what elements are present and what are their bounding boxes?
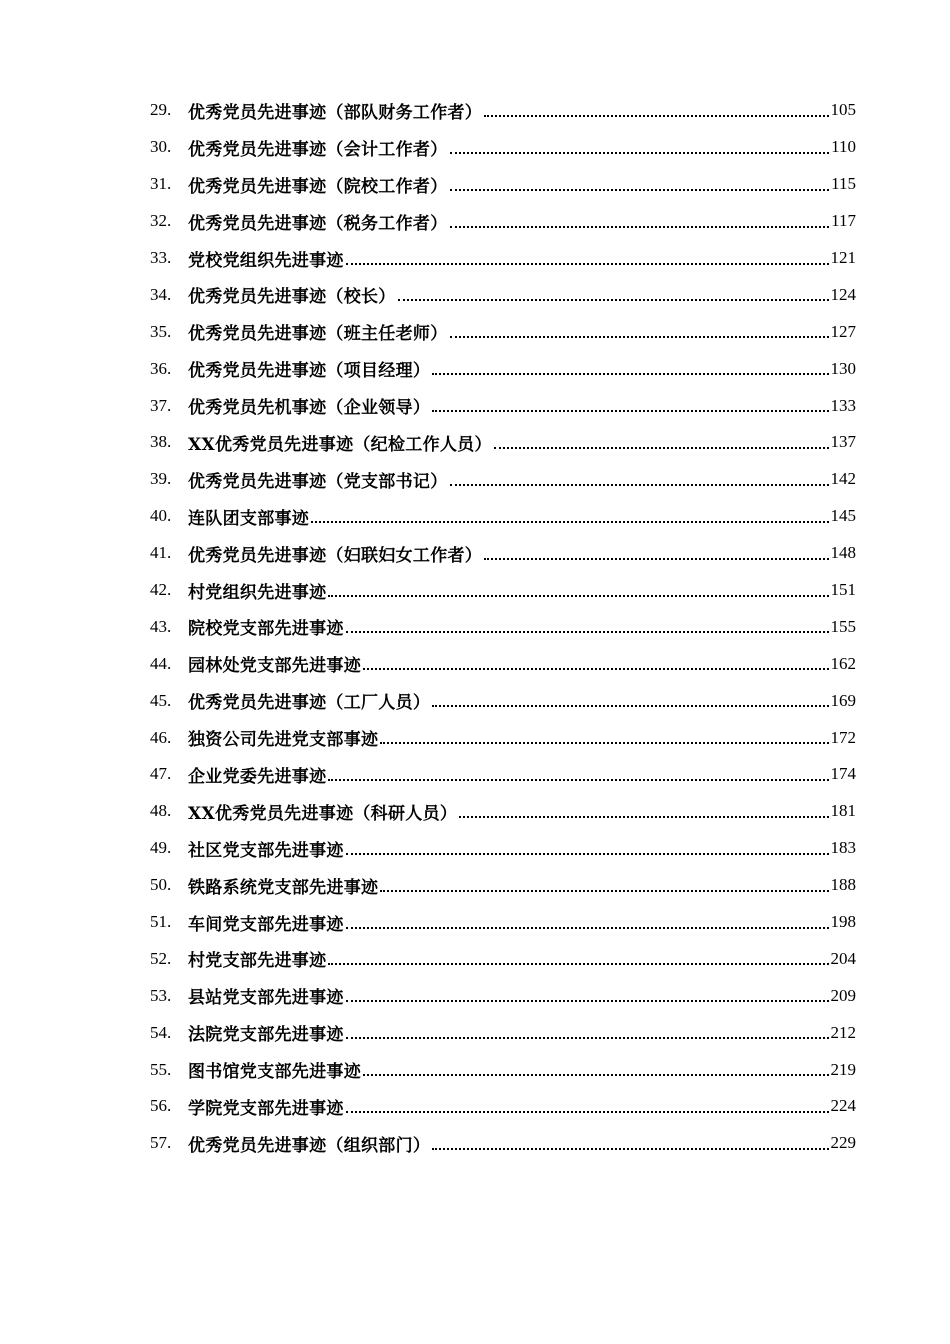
entry-title: 村党组织先进事迹: [188, 582, 327, 603]
toc-entry[interactable]: [150, 645, 856, 682]
entry-number: 49.: [150, 838, 172, 858]
entry-page-number: 121: [830, 248, 856, 267]
dot-leader: [494, 446, 829, 449]
entry-page-number: 172: [830, 727, 856, 747]
toc-entry[interactable]: [150, 904, 856, 941]
toc-entry[interactable]: [150, 977, 856, 1014]
entry-number: 31.: [150, 174, 172, 194]
toc-entry[interactable]: [150, 203, 856, 240]
dot-leader: [363, 1073, 829, 1076]
toc-entry[interactable]: [150, 498, 856, 535]
dot-leader: [450, 483, 829, 486]
toc-entry[interactable]: [150, 719, 856, 756]
entry-title: 优秀党员先进事迹（部队财务工作者）: [188, 102, 483, 123]
toc-entry[interactable]: [150, 424, 856, 461]
entry-number: 43.: [150, 616, 172, 636]
entry-number: 57.: [150, 1133, 172, 1153]
entry-number: 36.: [150, 358, 172, 378]
entry-page-number: 224: [830, 1096, 856, 1116]
toc-entry[interactable]: [150, 830, 856, 867]
entry-page-number: 133: [830, 395, 856, 415]
dot-leader: [484, 557, 828, 560]
entry-page-number: 188: [830, 875, 856, 895]
entry-page-number: 183: [830, 838, 856, 858]
entry-number: 54.: [150, 1022, 172, 1042]
dot-leader: [346, 1036, 829, 1039]
entry-number: 53.: [150, 985, 172, 1005]
dot-leader: [380, 741, 828, 744]
toc-entry[interactable]: [150, 1014, 856, 1051]
entry-title: 优秀党员先进事迹（校长）: [188, 287, 396, 308]
dot-leader: [346, 926, 829, 929]
dot-leader: [450, 335, 829, 338]
toc-entry[interactable]: [150, 940, 856, 977]
dot-leader: [311, 520, 828, 523]
entry-title: 图书馆党支部先进事迹: [188, 1062, 361, 1083]
dot-leader: [432, 1147, 828, 1150]
entry-page-number: 155: [830, 616, 856, 636]
entry-title: 独资公司先进党支部事迹: [188, 730, 379, 751]
toc-entry[interactable]: [150, 608, 856, 645]
entry-title: 优秀党员先机事迹（企业领导）: [188, 398, 431, 419]
entry-number: 42.: [150, 580, 172, 600]
dot-leader: [450, 188, 830, 191]
dot-leader: [363, 667, 829, 670]
entry-title: 优秀党员先进事迹（院校工作者）: [188, 176, 448, 197]
dot-leader: [346, 262, 829, 265]
entry-title: 园林处党支部先进事迹: [188, 656, 361, 677]
entry-page-number: 145: [830, 506, 856, 526]
entry-page-number: 137: [830, 432, 856, 452]
entry-number: 51.: [150, 912, 172, 932]
toc-entry[interactable]: [150, 572, 856, 609]
toc-entry[interactable]: [150, 129, 856, 166]
entry-title: 法院党支部先进事迹: [188, 1025, 344, 1046]
toc-entry[interactable]: [150, 276, 856, 313]
entry-title: 连队团支部事迹: [188, 508, 310, 529]
entry-number: 52.: [150, 948, 172, 968]
entry-page-number: 162: [830, 653, 856, 673]
entry-page-number: 115: [831, 174, 856, 194]
toc-entry[interactable]: [150, 756, 856, 793]
toc-entry[interactable]: [150, 350, 856, 387]
entry-title: 优秀党员先进事迹（税务工作者）: [188, 213, 448, 234]
dot-leader: [346, 999, 829, 1002]
entry-number: 30.: [150, 137, 172, 157]
dot-leader: [398, 298, 829, 301]
entry-number: 44.: [150, 653, 172, 673]
entry-page-number: 151: [830, 580, 856, 600]
entry-title: 优秀党员先进事迹（妇联妇女工作者）: [188, 545, 483, 566]
toc-entry[interactable]: [150, 240, 856, 277]
entry-title: 学院党支部先进事迹: [188, 1098, 344, 1119]
entry-number: 29.: [150, 100, 172, 120]
toc-entry[interactable]: [150, 535, 856, 572]
entry-number: 39.: [150, 469, 172, 489]
dot-leader: [484, 114, 828, 117]
entry-title: XX优秀党员先进事迹（纪检工作人员）: [188, 434, 492, 455]
entry-title: 党校党组织先进事迹: [188, 250, 344, 271]
entry-title: 优秀党员先进事迹（组织部门）: [188, 1135, 431, 1156]
dot-leader: [328, 594, 828, 597]
dot-leader: [432, 409, 828, 412]
entry-title: 院校党支部先进事迹: [188, 619, 344, 640]
dot-leader: [459, 815, 828, 818]
entry-page-number: 174: [830, 764, 856, 784]
entry-page-number: 204: [830, 948, 856, 968]
entry-page-number: 124: [830, 284, 856, 304]
entry-title: XX优秀党员先进事迹（科研人员）: [188, 803, 458, 824]
entry-title: 村党支部先进事迹: [188, 951, 327, 972]
entry-page-number: 148: [830, 543, 856, 563]
entry-page-number: 142: [830, 469, 856, 489]
entry-number: 33.: [150, 248, 172, 267]
entry-number: 40.: [150, 506, 172, 526]
entry-page-number: 117: [831, 211, 856, 231]
entry-number: 41.: [150, 543, 172, 563]
toc-entry[interactable]: [150, 1051, 856, 1088]
dot-leader: [432, 372, 828, 375]
entry-page-number: 229: [830, 1133, 856, 1153]
entry-number: 48.: [150, 801, 172, 821]
entry-title: 铁路系统党支部先进事迹: [188, 877, 379, 898]
entry-title: 优秀党员先进事迹（班主任老师）: [188, 324, 448, 345]
entry-number: 50.: [150, 875, 172, 895]
entry-number: 38.: [150, 432, 172, 452]
toc-entry[interactable]: [150, 461, 856, 498]
toc-entry[interactable]: [150, 387, 856, 424]
entry-number: 56.: [150, 1096, 172, 1116]
toc-entry[interactable]: [150, 92, 856, 129]
dot-leader: [432, 704, 828, 707]
dot-leader: [346, 1110, 829, 1113]
entry-title: 企业党委先进事迹: [188, 766, 327, 787]
toc-entry[interactable]: [150, 1125, 856, 1162]
toc-entry[interactable]: [150, 867, 856, 904]
dot-leader: [328, 778, 828, 781]
toc-entry[interactable]: [150, 682, 856, 719]
dot-leader: [450, 151, 830, 154]
entry-title: 县站党支部先进事迹: [188, 988, 344, 1009]
entry-page-number: 219: [830, 1059, 856, 1079]
entry-number: 34.: [150, 284, 172, 304]
dot-leader: [346, 630, 829, 633]
entry-page-number: 209: [830, 985, 856, 1005]
entry-title: 优秀党员先进事迹（项目经理）: [188, 361, 431, 382]
entry-number: 37.: [150, 395, 172, 415]
entry-title: 社区党支部先进事迹: [188, 840, 344, 861]
entry-page-number: 105: [830, 100, 856, 120]
entry-page-number: 212: [830, 1022, 856, 1042]
entry-page-number: 127: [830, 321, 856, 341]
entry-number: 47.: [150, 764, 172, 784]
toc-entry[interactable]: [150, 166, 856, 203]
table-of-contents: [150, 92, 856, 1162]
entry-page-number: 110: [831, 137, 856, 157]
dot-leader: [380, 889, 828, 892]
entry-page-number: 198: [830, 912, 856, 932]
toc-entry[interactable]: [150, 1088, 856, 1125]
entry-title: 车间党支部先进事迹: [188, 914, 344, 935]
toc-entry[interactable]: [150, 793, 856, 830]
dot-leader: [450, 225, 830, 228]
dot-leader: [346, 852, 829, 855]
entry-number: 55.: [150, 1059, 172, 1079]
entry-page-number: 130: [830, 358, 856, 378]
entry-page-number: 181: [830, 801, 856, 821]
dot-leader: [328, 962, 828, 965]
entry-title: 优秀党员先进事迹（党支部书记）: [188, 471, 448, 492]
entry-number: 32.: [150, 211, 172, 231]
toc-entry[interactable]: [150, 313, 856, 350]
entry-title: 优秀党员先进事迹（会计工作者）: [188, 139, 448, 160]
entry-number: 35.: [150, 321, 172, 341]
entry-page-number: 169: [830, 690, 856, 710]
entry-title: 优秀党员先进事迹（工厂人员）: [188, 693, 431, 714]
entry-number: 46.: [150, 727, 172, 747]
entry-number: 45.: [150, 690, 172, 710]
